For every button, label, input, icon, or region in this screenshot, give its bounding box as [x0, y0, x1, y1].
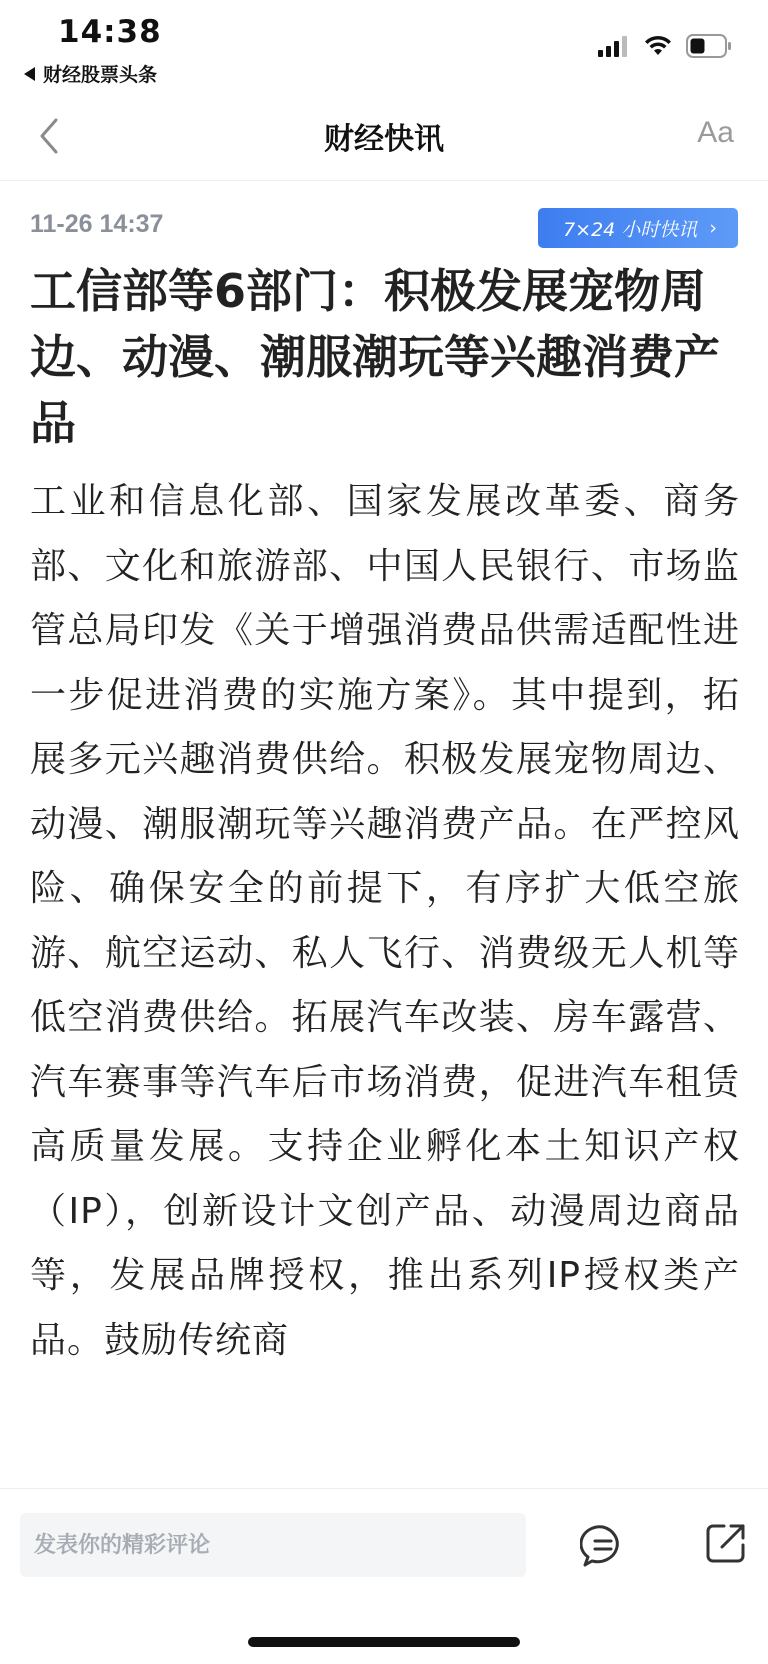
article-body: 工业和信息化部、国家发展改革委、商务部、文化和旅游部、中国人民银行、市场监管总局印发《关于增强消费品供需适配性进一步促进消费的实施方案》。其中提到，拓展多元兴趣消费供给。积极发展宠物周边、动漫、潮服潮玩等兴趣消费产品。在严控风险、确保安全的前提下，有序扩大低空旅游、航空运动、私人飞行、消费级无人机等低空消费供给。拓展汽车改装、房车露营、汽车赛事等汽车后市场消费，促进汽车租赁高质量发展。支持企业孵化本土知识产权（IP），创新设计文创产品、动漫周边商品等，发展品牌授权，推出系列IP授权类产品。鼓励传统商 — [30, 481, 740, 1361]
battery-icon — [686, 34, 732, 58]
article-headline: 工信部等6部门：积极发展宠物周边、动漫、潮服潮玩等兴趣消费产品 — [30, 264, 720, 450]
back-to-app-link[interactable] — [24, 60, 157, 87]
article-timestamp: 11-26 14:37 — [30, 210, 164, 238]
comment-input[interactable] — [20, 1513, 526, 1577]
status-bar — [0, 0, 768, 92]
share-icon[interactable] — [704, 1521, 748, 1565]
nav-bar — [0, 92, 768, 181]
back-triangle-icon — [24, 67, 35, 81]
status-time: 14:38 — [58, 14, 162, 50]
bottom-bar — [0, 1488, 768, 1664]
flash-news-badge[interactable] — [538, 208, 738, 248]
back-to-app-label: 财经股票头条 — [43, 64, 158, 86]
comment-icon[interactable] — [580, 1523, 626, 1569]
status-icons — [598, 34, 732, 58]
wifi-icon — [644, 35, 672, 57]
chevron-right-icon: › — [709, 217, 717, 239]
font-size-button[interactable]: Aa — [697, 116, 734, 149]
page-title: 财经快讯 — [324, 122, 444, 157]
flash-news-badge-label: 7×24 小时快讯 — [563, 218, 698, 241]
article-meta — [30, 208, 738, 248]
home-indicator[interactable] — [248, 1637, 520, 1647]
signal-icon — [598, 35, 630, 57]
